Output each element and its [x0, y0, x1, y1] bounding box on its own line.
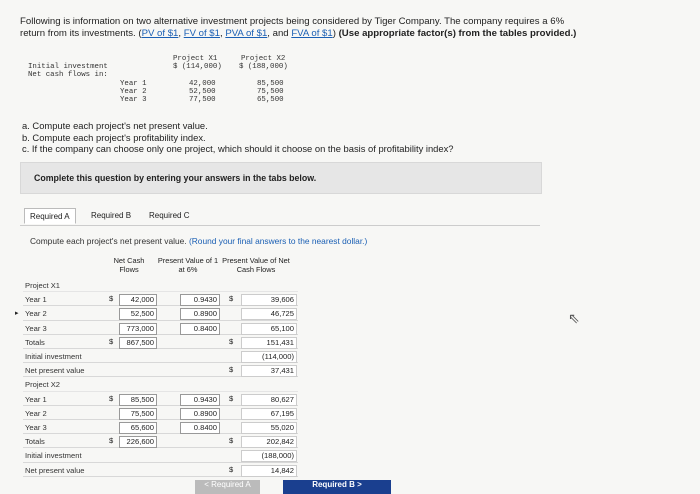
- pv-cash-value[interactable]: 14,842: [241, 465, 297, 477]
- mouse-cursor-icon: ⇖: [568, 310, 580, 326]
- npv-dollar: $: [229, 464, 234, 474]
- header-net-cash: Net Cash Flows: [113, 256, 145, 274]
- pv-cash-value[interactable]: 65,100: [241, 323, 297, 335]
- pv-cash-value[interactable]: 151,431: [241, 337, 297, 349]
- table-row: [23, 421, 298, 434]
- row-label: Year 3: [25, 423, 47, 432]
- next-required-button[interactable]: Required B >: [283, 480, 391, 494]
- row-label: Year 2: [25, 408, 47, 418]
- question-list: [22, 120, 454, 155]
- npv-dollar: $: [229, 336, 234, 346]
- table-row: [23, 464, 298, 477]
- question-a: a. Compute each project's net present value.: [22, 120, 208, 131]
- table-row: [23, 364, 298, 377]
- pv-factor-input[interactable]: 0.8400: [180, 323, 220, 335]
- npv-dollar: $: [229, 294, 234, 304]
- col-project-x2: Project X2: [241, 55, 286, 63]
- pv-factor-input[interactable]: 0.8400: [180, 422, 220, 434]
- given-year-3: Year 3: [120, 96, 147, 104]
- table-row: [23, 449, 298, 462]
- table-row: [23, 279, 298, 292]
- pv-factor-input[interactable]: 0.8900: [180, 408, 220, 420]
- pv-cash-value[interactable]: (188,000): [241, 450, 297, 462]
- rounding-note: (Round your final answers to the nearest dollar.): [188, 236, 368, 246]
- intro-line-1: Following is information on two alternative investment projects being considered by Tiger Company. The company requires a 6%: [20, 16, 565, 27]
- net-cash-input[interactable]: 52,500: [119, 308, 157, 320]
- pv-cash-value[interactable]: 39,606: [241, 294, 297, 306]
- row-label: Year 2: [25, 309, 47, 319]
- table-row: [23, 393, 298, 406]
- row-label: Year 1: [25, 295, 47, 305]
- given-data: [28, 55, 308, 115]
- pv-cash-value[interactable]: 55,020: [241, 422, 297, 434]
- table-row: [23, 435, 298, 448]
- problem-intro: [20, 16, 680, 40]
- row-label: Initial investment: [25, 451, 82, 461]
- net-cash-input[interactable]: 867,500: [119, 337, 157, 349]
- fv-link[interactable]: FV of $1: [183, 28, 220, 39]
- net-cash-input[interactable]: 42,000: [119, 294, 157, 306]
- row-marker-icon: ▸: [15, 310, 19, 318]
- net-cash-input[interactable]: 226,600: [119, 436, 157, 448]
- factor-note: (Use appropriate factor(s) from the tables provided.): [338, 28, 577, 39]
- table-row: [23, 378, 298, 391]
- table-row: [23, 407, 298, 420]
- pv-link[interactable]: PV of $1: [141, 28, 179, 39]
- npv-dollar: $: [229, 393, 234, 403]
- x2-flow-3: 65,500: [257, 96, 284, 104]
- given-year-1: Year 1: [120, 80, 147, 88]
- cash-dollar: $: [109, 393, 114, 403]
- pv-cash-value[interactable]: 46,725: [241, 308, 297, 320]
- x1-initial: $ (114,000): [173, 63, 222, 71]
- net-cash-input[interactable]: 65,600: [119, 422, 157, 434]
- npv-dollar: $: [229, 436, 234, 446]
- row-label: Year 3: [25, 323, 47, 333]
- row-label: Totals: [25, 437, 45, 447]
- x1-flow-3: 77,500: [189, 96, 216, 104]
- initial-investment-label: Initial investment: [28, 63, 108, 71]
- x1-flow-2: 52,500: [189, 88, 216, 96]
- pv-factor-input[interactable]: 0.9430: [180, 394, 220, 406]
- row-label: Net present value: [25, 366, 85, 376]
- given-year-2: Year 2: [120, 88, 147, 96]
- table-row: [23, 336, 298, 349]
- net-cash-input[interactable]: 85,500: [119, 394, 157, 406]
- tab-required-c[interactable]: Required C: [149, 211, 190, 220]
- pv-factor-input[interactable]: 0.8900: [180, 308, 220, 320]
- npv-dollar: $: [229, 365, 234, 375]
- cash-dollar: $: [109, 294, 114, 304]
- row-label: Net present value: [25, 465, 85, 475]
- x2-flow-2: 75,500: [257, 88, 284, 96]
- row-label: Project X1: [25, 281, 61, 290]
- cash-dollar: $: [109, 336, 114, 346]
- question-c: c. If the company can choose only one project, which should it choose on the basis of profitability index?: [22, 143, 454, 154]
- table-row: [23, 293, 298, 306]
- pv-cash-value[interactable]: 202,842: [241, 436, 297, 448]
- pv-cash-value[interactable]: 37,431: [241, 365, 297, 377]
- question-b: b. Compute each project's profitability index.: [22, 131, 206, 143]
- prev-required-button[interactable]: < Required A: [195, 480, 260, 494]
- x1-flow-1: 42,000: [189, 80, 216, 88]
- pv-cash-value[interactable]: 67,195: [241, 408, 297, 420]
- row-label: Initial investment: [25, 352, 82, 361]
- header-pv-cash: Present Value of Net Cash Flows: [222, 256, 290, 274]
- instructions-banner: [20, 162, 542, 194]
- cash-flows-label: Net cash flows in:: [28, 71, 108, 79]
- tab-required-a[interactable]: Required A: [24, 208, 76, 224]
- fva-link[interactable]: FVA of $1: [291, 28, 333, 39]
- tab-required-b[interactable]: Required B: [91, 211, 132, 220]
- pv-cash-value[interactable]: (114,000): [241, 351, 297, 363]
- table-row: [23, 350, 298, 363]
- pv-factor-input[interactable]: 0.9430: [180, 294, 220, 306]
- row-label: Year 1: [25, 394, 47, 404]
- net-cash-input[interactable]: 75,500: [119, 408, 157, 420]
- row-label: Totals: [25, 337, 45, 347]
- tab-bar: [20, 205, 540, 226]
- header-pv-factor: Present Value of 1 at 6%: [157, 256, 219, 274]
- pv-cash-value[interactable]: 80,627: [241, 394, 297, 406]
- banner-text: Complete this question by entering your answers in the tabs below.: [34, 173, 317, 183]
- table-row: [23, 322, 298, 335]
- col-project-x1: Project X1: [173, 55, 218, 63]
- tab-instruction: Compute each project's net present value. (Round your final answers to the nearest dollar.): [30, 236, 368, 246]
- cash-dollar: $: [109, 436, 114, 446]
- table-row: [15, 307, 298, 320]
- row-label: Project X2: [25, 380, 61, 390]
- x2-initial: $ (188,000): [239, 63, 288, 71]
- pva-link[interactable]: PVA of $1: [225, 28, 268, 39]
- net-cash-input[interactable]: 773,000: [119, 323, 157, 335]
- x2-flow-1: 85,500: [257, 80, 284, 88]
- intro-line-2: return from its investments. (PV of $1, FV of $1, PVA of $1, and FVA of $1) (Use appropriate factor(s) from the tables provided.): [20, 28, 577, 39]
